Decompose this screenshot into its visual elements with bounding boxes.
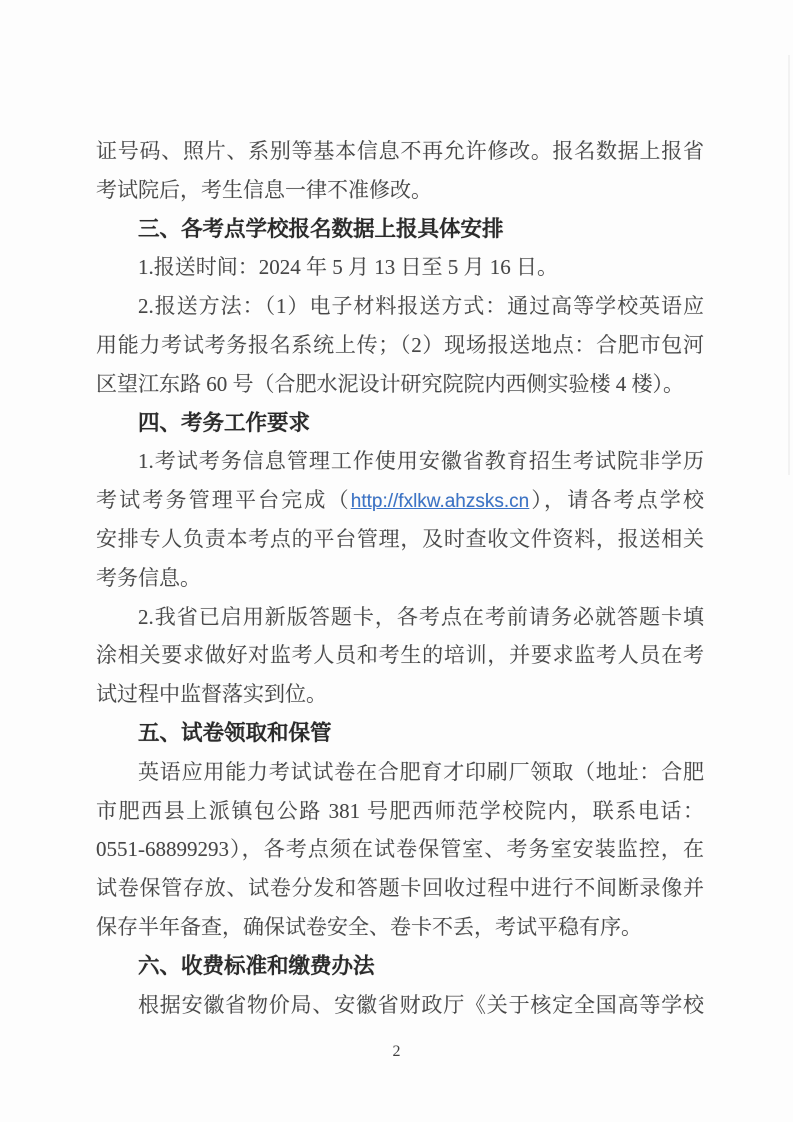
- text-line: 证号码、照片、系别等基本信息不再允许修改。报名数据上报省: [96, 139, 704, 163]
- section-heading: 五、试卷领取和保管: [138, 720, 332, 745]
- text-line: 1.报送时间：2024 年 5 月 13 日至 5 月 16 日。: [138, 255, 558, 280]
- section-heading: 三、各考点学校报名数据上报具体安排: [138, 216, 504, 241]
- text-line: 试卷保管存放、试卷分发和答题卡回收过程中进行不间断录像并: [96, 876, 704, 901]
- text-line: 考务信息。: [96, 565, 201, 590]
- text-line: 试过程中监督落实到位。: [96, 682, 327, 707]
- text-line: 英语应用能力考试试卷在合肥育才印刷厂领取（地址：合肥: [138, 759, 704, 784]
- text-line: 0551-68899293），各考点须在试卷保管室、考务室安装监控，在: [96, 837, 704, 862]
- platform-url-link[interactable]: http://fxlkw.ahzsks.cn: [350, 491, 530, 513]
- text-line: [96, 481, 704, 520]
- text-line: 安排专人负责本考点的平台管理，及时查收文件资料，报送相关: [96, 526, 704, 551]
- section-heading: 六、收费标准和缴费办法: [138, 953, 375, 978]
- scan-edge-artifact: [788, 55, 790, 475]
- text-segment: 考试考务管理平台完成（: [96, 488, 351, 513]
- text-line: 市肥西县上派镇包公路 381 号肥西师范学校院内，联系电话：: [96, 798, 704, 823]
- text-line: 区望江东路 60 号（合肥水泥设计研究院院内西侧实验楼 4 楼）。: [96, 371, 684, 396]
- text-line: 涂相关要求做好对监考人员和考生的培训，并要求监考人员在考: [96, 643, 704, 668]
- text-line: 考试院后，考生信息一律不准修改。: [96, 177, 432, 202]
- text-line: 2.我省已启用新版答题卡，各考点在考前请务必就答题卡填: [138, 604, 704, 629]
- text-line: 保存半年备查，确保试卷安全、卷卡不丢，考试平稳有序。: [96, 914, 642, 939]
- text-line: 用能力考试考务报名系统上传；（2）现场报送地点：合肥市包河: [96, 332, 704, 357]
- text-line: 根据安徽省物价局、安徽省财政厅《关于核定全国高等学校: [138, 992, 704, 1017]
- section-heading: 四、考务工作要求: [138, 410, 311, 435]
- text-line: 1.考试考务信息管理工作使用安徽省教育招生考试院非学历: [138, 449, 704, 474]
- document-body: [96, 132, 704, 1024]
- text-line: 2.报送方法：（1）电子材料报送方式：通过高等学校英语应: [138, 294, 704, 319]
- page-number: 2: [392, 1043, 401, 1060]
- text-segment: ），请各考点学校: [529, 488, 705, 513]
